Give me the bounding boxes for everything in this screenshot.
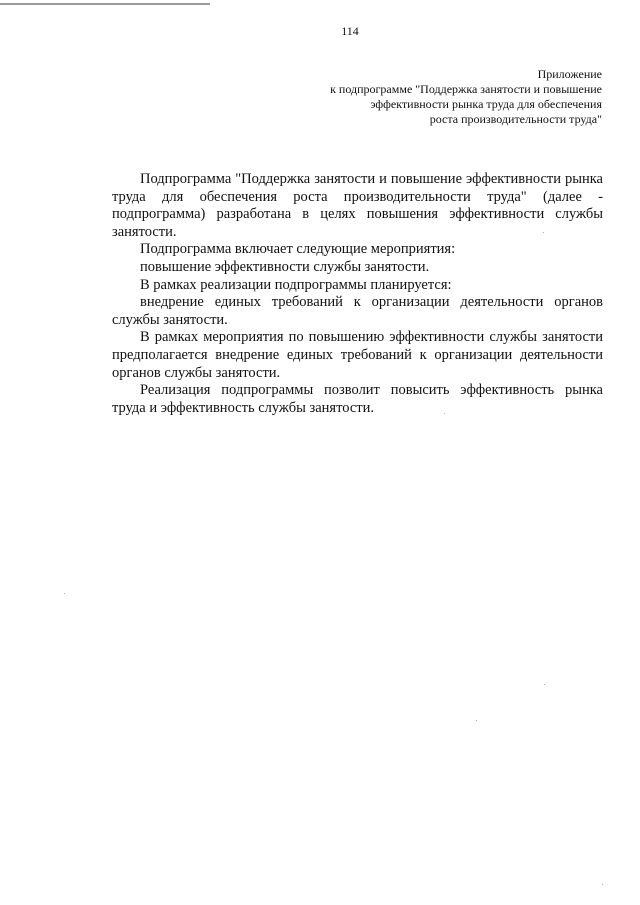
- scan-speck: [444, 413, 445, 414]
- paragraph-intro: Подпрограмма "Поддержка занятости и повышение эффективности рынка труда для обеспечения роста производительности труда" (далее - подпрограмма) разработана в целях повышения эффективности службы занятости.: [112, 171, 603, 240]
- paragraph-outcome: Реализация подпрограммы позволит повысить эффективность рынка труда и эффективность службы занятости.: [112, 382, 603, 416]
- appendix-line: Приложение: [537, 67, 602, 81]
- document-body: [112, 171, 603, 417]
- appendix-line: эффективности рынка труда для обеспечения: [370, 97, 602, 111]
- scan-speck: [476, 720, 477, 721]
- paragraph-planned: В рамках реализации подпрограммы планируется:: [140, 276, 452, 293]
- scan-speck: [602, 884, 603, 885]
- appendix-line: к подпрограмме "Поддержка занятости и повышение: [330, 82, 602, 96]
- appendix-heading: [272, 67, 602, 127]
- paragraph-includes: Подпрограмма включает следующие мероприятия:: [140, 241, 456, 258]
- appendix-line: роста производительности труда": [429, 112, 602, 126]
- scan-edge-line: [0, 3, 210, 5]
- paragraph-measure-details: В рамках мероприятия по повышению эффективности службы занятости предполагается внедрение единых требований к организации деятельности органов службы занятости.: [112, 329, 603, 381]
- page-number: 114: [341, 24, 359, 38]
- scan-speck: [543, 232, 544, 233]
- paragraph-requirements: внедрение единых требований к организации деятельности органов службы занятости.: [112, 294, 603, 328]
- paragraph-measure: повышение эффективности службы занятости.: [140, 258, 430, 275]
- scan-speck: [544, 684, 545, 685]
- scan-speck: [64, 593, 65, 594]
